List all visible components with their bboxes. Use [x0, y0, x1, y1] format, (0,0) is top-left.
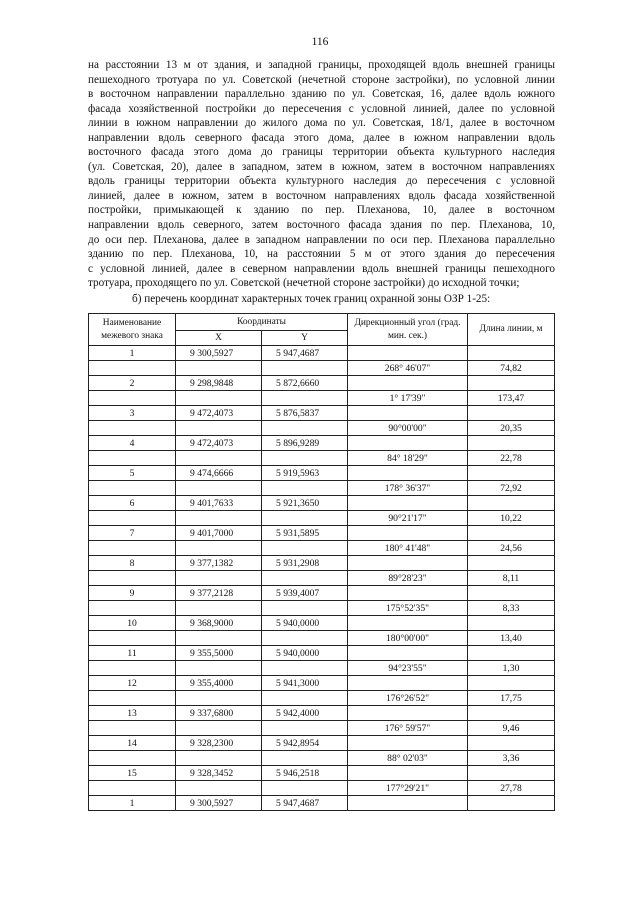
- point-name: 5: [89, 466, 176, 481]
- point-x: 9 337,6800: [176, 706, 262, 721]
- empty-cell: [262, 781, 348, 796]
- empty-cell: [348, 616, 468, 631]
- empty-cell: [89, 451, 176, 466]
- empty-cell: [468, 436, 555, 451]
- segment-angle: 84° 18'29": [348, 451, 468, 466]
- segment-angle: 176°26'52": [348, 691, 468, 706]
- empty-cell: [468, 646, 555, 661]
- empty-cell: [468, 766, 555, 781]
- paragraph-line: линии в южном направлении до жилого дома по ул. Советская, 18/1, далее в восточном: [88, 117, 555, 130]
- point-x: 9 401,7000: [176, 526, 262, 541]
- empty-cell: [89, 511, 176, 526]
- point-y: 5 896,9289: [262, 436, 348, 451]
- paragraph-line: пешеходного тротуара по ул. Советской (нечетной стороне застройки), по условной линии: [88, 73, 555, 86]
- point-row: [89, 736, 555, 751]
- empty-cell: [348, 736, 468, 751]
- segment-row: [89, 451, 555, 466]
- point-row: [89, 406, 555, 421]
- empty-cell: [262, 481, 348, 496]
- empty-cell: [468, 526, 555, 541]
- paragraph-line: вдоль границы территории объекта культурного наследия до пересечения с условной: [88, 175, 555, 188]
- segment-angle: 175°52'35": [348, 601, 468, 616]
- empty-cell: [262, 421, 348, 436]
- empty-cell: [176, 481, 262, 496]
- empty-cell: [262, 661, 348, 676]
- segment-angle: 1° 17'39": [348, 391, 468, 406]
- empty-cell: [468, 556, 555, 571]
- empty-cell: [468, 376, 555, 391]
- point-x: 9 472,4073: [176, 406, 262, 421]
- point-row: [89, 346, 555, 361]
- point-name: 15: [89, 766, 176, 781]
- empty-cell: [262, 691, 348, 706]
- empty-cell: [262, 721, 348, 736]
- segment-length: 74,82: [468, 361, 555, 376]
- paragraph-line: фасада хозяйственной постройки до пересечения с условной линией, далее по условной: [88, 102, 555, 115]
- page-number: 116: [311, 36, 329, 48]
- paragraph-line: направлении вдоль северного фасада этого дома, далее в южном направлении вдоль: [88, 131, 555, 144]
- segment-length: 3,36: [468, 751, 555, 766]
- point-name: 9: [89, 586, 176, 601]
- point-y: 5 947,4687: [262, 346, 348, 361]
- empty-cell: [348, 346, 468, 361]
- segment-row: [89, 631, 555, 646]
- paragraph-line: до оси пер. Плеханова, далее в западном направлении по оси пер. Плеханова параллельно: [88, 233, 555, 246]
- point-name: 1: [89, 346, 176, 361]
- point-row: [89, 616, 555, 631]
- segment-angle: 89°28'23": [348, 571, 468, 586]
- empty-cell: [89, 631, 176, 646]
- point-y: 5 940,0000: [262, 646, 348, 661]
- segment-angle: 90°21'17": [348, 511, 468, 526]
- empty-cell: [468, 796, 555, 811]
- point-name: 6: [89, 496, 176, 511]
- point-y: 5 942,4000: [262, 706, 348, 721]
- empty-cell: [262, 631, 348, 646]
- empty-cell: [348, 676, 468, 691]
- point-y: 5 931,2908: [262, 556, 348, 571]
- header-x: X: [176, 331, 262, 346]
- segment-length: 8,11: [468, 571, 555, 586]
- segment-length: 27,78: [468, 781, 555, 796]
- point-y: 5 941,3000: [262, 676, 348, 691]
- point-row: [89, 706, 555, 721]
- paragraph-line: линией, далее в южном, затем в восточном направлениях вдоль фасада хозяйственной: [88, 189, 555, 202]
- empty-cell: [176, 721, 262, 736]
- empty-cell: [468, 406, 555, 421]
- segment-row: [89, 691, 555, 706]
- empty-cell: [176, 691, 262, 706]
- segment-row: [89, 361, 555, 376]
- empty-cell: [468, 466, 555, 481]
- segment-row: [89, 751, 555, 766]
- segment-row: [89, 721, 555, 736]
- paragraph-line: в восточном направлении параллельно зданию по ул. Советская, 16, далее вдоль южного: [88, 88, 555, 101]
- body-paragraph: [88, 58, 555, 291]
- point-y: 5 872,6660: [262, 376, 348, 391]
- empty-cell: [468, 616, 555, 631]
- segment-length: 20,35: [468, 421, 555, 436]
- empty-cell: [348, 436, 468, 451]
- coordinates-table: [88, 313, 555, 811]
- segment-length: 24,56: [468, 541, 555, 556]
- point-y: 5 919,5963: [262, 466, 348, 481]
- empty-cell: [176, 751, 262, 766]
- point-x: 9 377,2128: [176, 586, 262, 601]
- empty-cell: [176, 781, 262, 796]
- empty-cell: [89, 481, 176, 496]
- header-coordinates: Координаты: [176, 314, 348, 331]
- empty-cell: [262, 451, 348, 466]
- segment-row: [89, 661, 555, 676]
- empty-cell: [89, 691, 176, 706]
- empty-cell: [89, 751, 176, 766]
- segment-angle: 178° 36'37": [348, 481, 468, 496]
- empty-cell: [176, 631, 262, 646]
- empty-cell: [89, 721, 176, 736]
- point-name: 2: [89, 376, 176, 391]
- empty-cell: [176, 361, 262, 376]
- segment-length: 10,22: [468, 511, 555, 526]
- segment-angle: 180°00'00": [348, 631, 468, 646]
- point-y: 5 940,0000: [262, 616, 348, 631]
- paragraph-line: восточного фасада этого дома до границы территории объекта культурного наследия: [88, 146, 555, 159]
- empty-cell: [468, 736, 555, 751]
- empty-cell: [468, 706, 555, 721]
- point-y: 5 946,2518: [262, 766, 348, 781]
- point-row: [89, 526, 555, 541]
- point-x: 9 472,4073: [176, 436, 262, 451]
- point-y: 5 947,4687: [262, 796, 348, 811]
- empty-cell: [262, 361, 348, 376]
- point-name: 7: [89, 526, 176, 541]
- empty-cell: [348, 796, 468, 811]
- paragraph-line: с условной линией, далее в северном направлении вдоль внешней границы пешеходного: [88, 262, 555, 275]
- empty-cell: [89, 661, 176, 676]
- point-name: 4: [89, 436, 176, 451]
- point-row: [89, 436, 555, 451]
- point-y: 5 876,5837: [262, 406, 348, 421]
- point-x: 9 377,1382: [176, 556, 262, 571]
- segment-angle: 94°23'55": [348, 661, 468, 676]
- point-name: 12: [89, 676, 176, 691]
- empty-cell: [89, 781, 176, 796]
- paragraph-line: зданию по пер. Плеханова, 10, на расстоянии 5 м от этого здания до пересечения: [88, 248, 555, 261]
- point-x: 9 401,7633: [176, 496, 262, 511]
- segment-row: [89, 781, 555, 796]
- paragraph-line: постройки, примыкающей к зданию по пер. Плеханова, 10, далее в восточном: [88, 204, 555, 217]
- point-row: [89, 796, 555, 811]
- point-name: 10: [89, 616, 176, 631]
- header-length: Длина линии, м: [468, 314, 555, 346]
- empty-cell: [262, 511, 348, 526]
- point-row: [89, 466, 555, 481]
- paragraph-line: направлении вдоль северного, затем восточного фасада здания по пер. Плеханова, 10,: [88, 219, 555, 232]
- point-x: 9 474,6666: [176, 466, 262, 481]
- header-angle: Дирекционный угол (град. мин. сек.): [348, 314, 468, 346]
- empty-cell: [176, 661, 262, 676]
- point-name: 14: [89, 736, 176, 751]
- segment-row: [89, 421, 555, 436]
- paragraph-line: (ул. Советская, 20), далее в западном, затем в южном, затем в восточном направлениях: [88, 160, 555, 173]
- segment-length: 72,92: [468, 481, 555, 496]
- empty-cell: [89, 571, 176, 586]
- empty-cell: [89, 361, 176, 376]
- point-name: 3: [89, 406, 176, 421]
- segment-angle: 268° 46'07": [348, 361, 468, 376]
- segment-length: 22,78: [468, 451, 555, 466]
- empty-cell: [262, 571, 348, 586]
- paragraph-line: тротуара, проходящего по ул. Советской (нечетной стороне застройки) до исходной точки;: [88, 277, 520, 290]
- segment-row: [89, 391, 555, 406]
- header-name: Наименование межевого знака: [89, 314, 176, 346]
- point-x: 9 298,9848: [176, 376, 262, 391]
- empty-cell: [176, 391, 262, 406]
- segment-row: [89, 481, 555, 496]
- empty-cell: [348, 526, 468, 541]
- point-row: [89, 766, 555, 781]
- empty-cell: [176, 511, 262, 526]
- empty-cell: [348, 376, 468, 391]
- empty-cell: [89, 541, 176, 556]
- segment-row: [89, 601, 555, 616]
- empty-cell: [176, 541, 262, 556]
- point-row: [89, 646, 555, 661]
- point-row: [89, 376, 555, 391]
- empty-cell: [176, 601, 262, 616]
- empty-cell: [89, 391, 176, 406]
- segment-angle: 180° 41'48": [348, 541, 468, 556]
- point-x: 9 355,4000: [176, 676, 262, 691]
- point-x: 9 328,2300: [176, 736, 262, 751]
- empty-cell: [468, 346, 555, 361]
- point-name: 8: [89, 556, 176, 571]
- empty-cell: [348, 766, 468, 781]
- empty-cell: [176, 421, 262, 436]
- point-x: 9 355,5000: [176, 646, 262, 661]
- point-y: 5 921,3650: [262, 496, 348, 511]
- empty-cell: [468, 586, 555, 601]
- empty-cell: [348, 646, 468, 661]
- point-row: [89, 556, 555, 571]
- empty-cell: [262, 751, 348, 766]
- empty-cell: [262, 391, 348, 406]
- segment-row: [89, 541, 555, 556]
- empty-cell: [468, 676, 555, 691]
- segment-length: 9,46: [468, 721, 555, 736]
- point-x: 9 300,5927: [176, 796, 262, 811]
- segment-angle: 90°00'00": [348, 421, 468, 436]
- point-y: 5 931,5895: [262, 526, 348, 541]
- empty-cell: [348, 406, 468, 421]
- segment-row: [89, 571, 555, 586]
- point-y: 5 942,8954: [262, 736, 348, 751]
- empty-cell: [176, 571, 262, 586]
- paragraph-line: на расстоянии 13 м от здания, и западной границы, проходящей вдоль внешней границы: [88, 59, 555, 71]
- segment-length: 13,40: [468, 631, 555, 646]
- point-name: 1: [89, 796, 176, 811]
- segment-row: [89, 511, 555, 526]
- empty-cell: [89, 601, 176, 616]
- empty-cell: [468, 496, 555, 511]
- point-x: 9 300,5927: [176, 346, 262, 361]
- point-name: 13: [89, 706, 176, 721]
- empty-cell: [348, 556, 468, 571]
- segment-length: 1,30: [468, 661, 555, 676]
- empty-cell: [348, 466, 468, 481]
- segment-length: 17,75: [468, 691, 555, 706]
- point-row: [89, 676, 555, 691]
- empty-cell: [348, 706, 468, 721]
- segment-angle: 177°29'21": [348, 781, 468, 796]
- point-row: [89, 496, 555, 511]
- empty-cell: [348, 586, 468, 601]
- empty-cell: [348, 496, 468, 511]
- segment-length: 173,47: [468, 391, 555, 406]
- point-x: 9 328,3452: [176, 766, 262, 781]
- point-name: 11: [89, 646, 176, 661]
- segment-angle: 176° 59'57": [348, 721, 468, 736]
- empty-cell: [262, 541, 348, 556]
- empty-cell: [176, 451, 262, 466]
- segment-angle: 88° 02'03": [348, 751, 468, 766]
- segment-length: 8,33: [468, 601, 555, 616]
- point-x: 9 368,9000: [176, 616, 262, 631]
- empty-cell: [262, 601, 348, 616]
- empty-cell: [89, 421, 176, 436]
- point-y: 5 939,4007: [262, 586, 348, 601]
- table-caption-text: б) перечень координат характерных точек границ охранной зоны ОЗР 1-25:: [132, 293, 491, 305]
- header-y: Y: [262, 331, 348, 346]
- point-row: [89, 586, 555, 601]
